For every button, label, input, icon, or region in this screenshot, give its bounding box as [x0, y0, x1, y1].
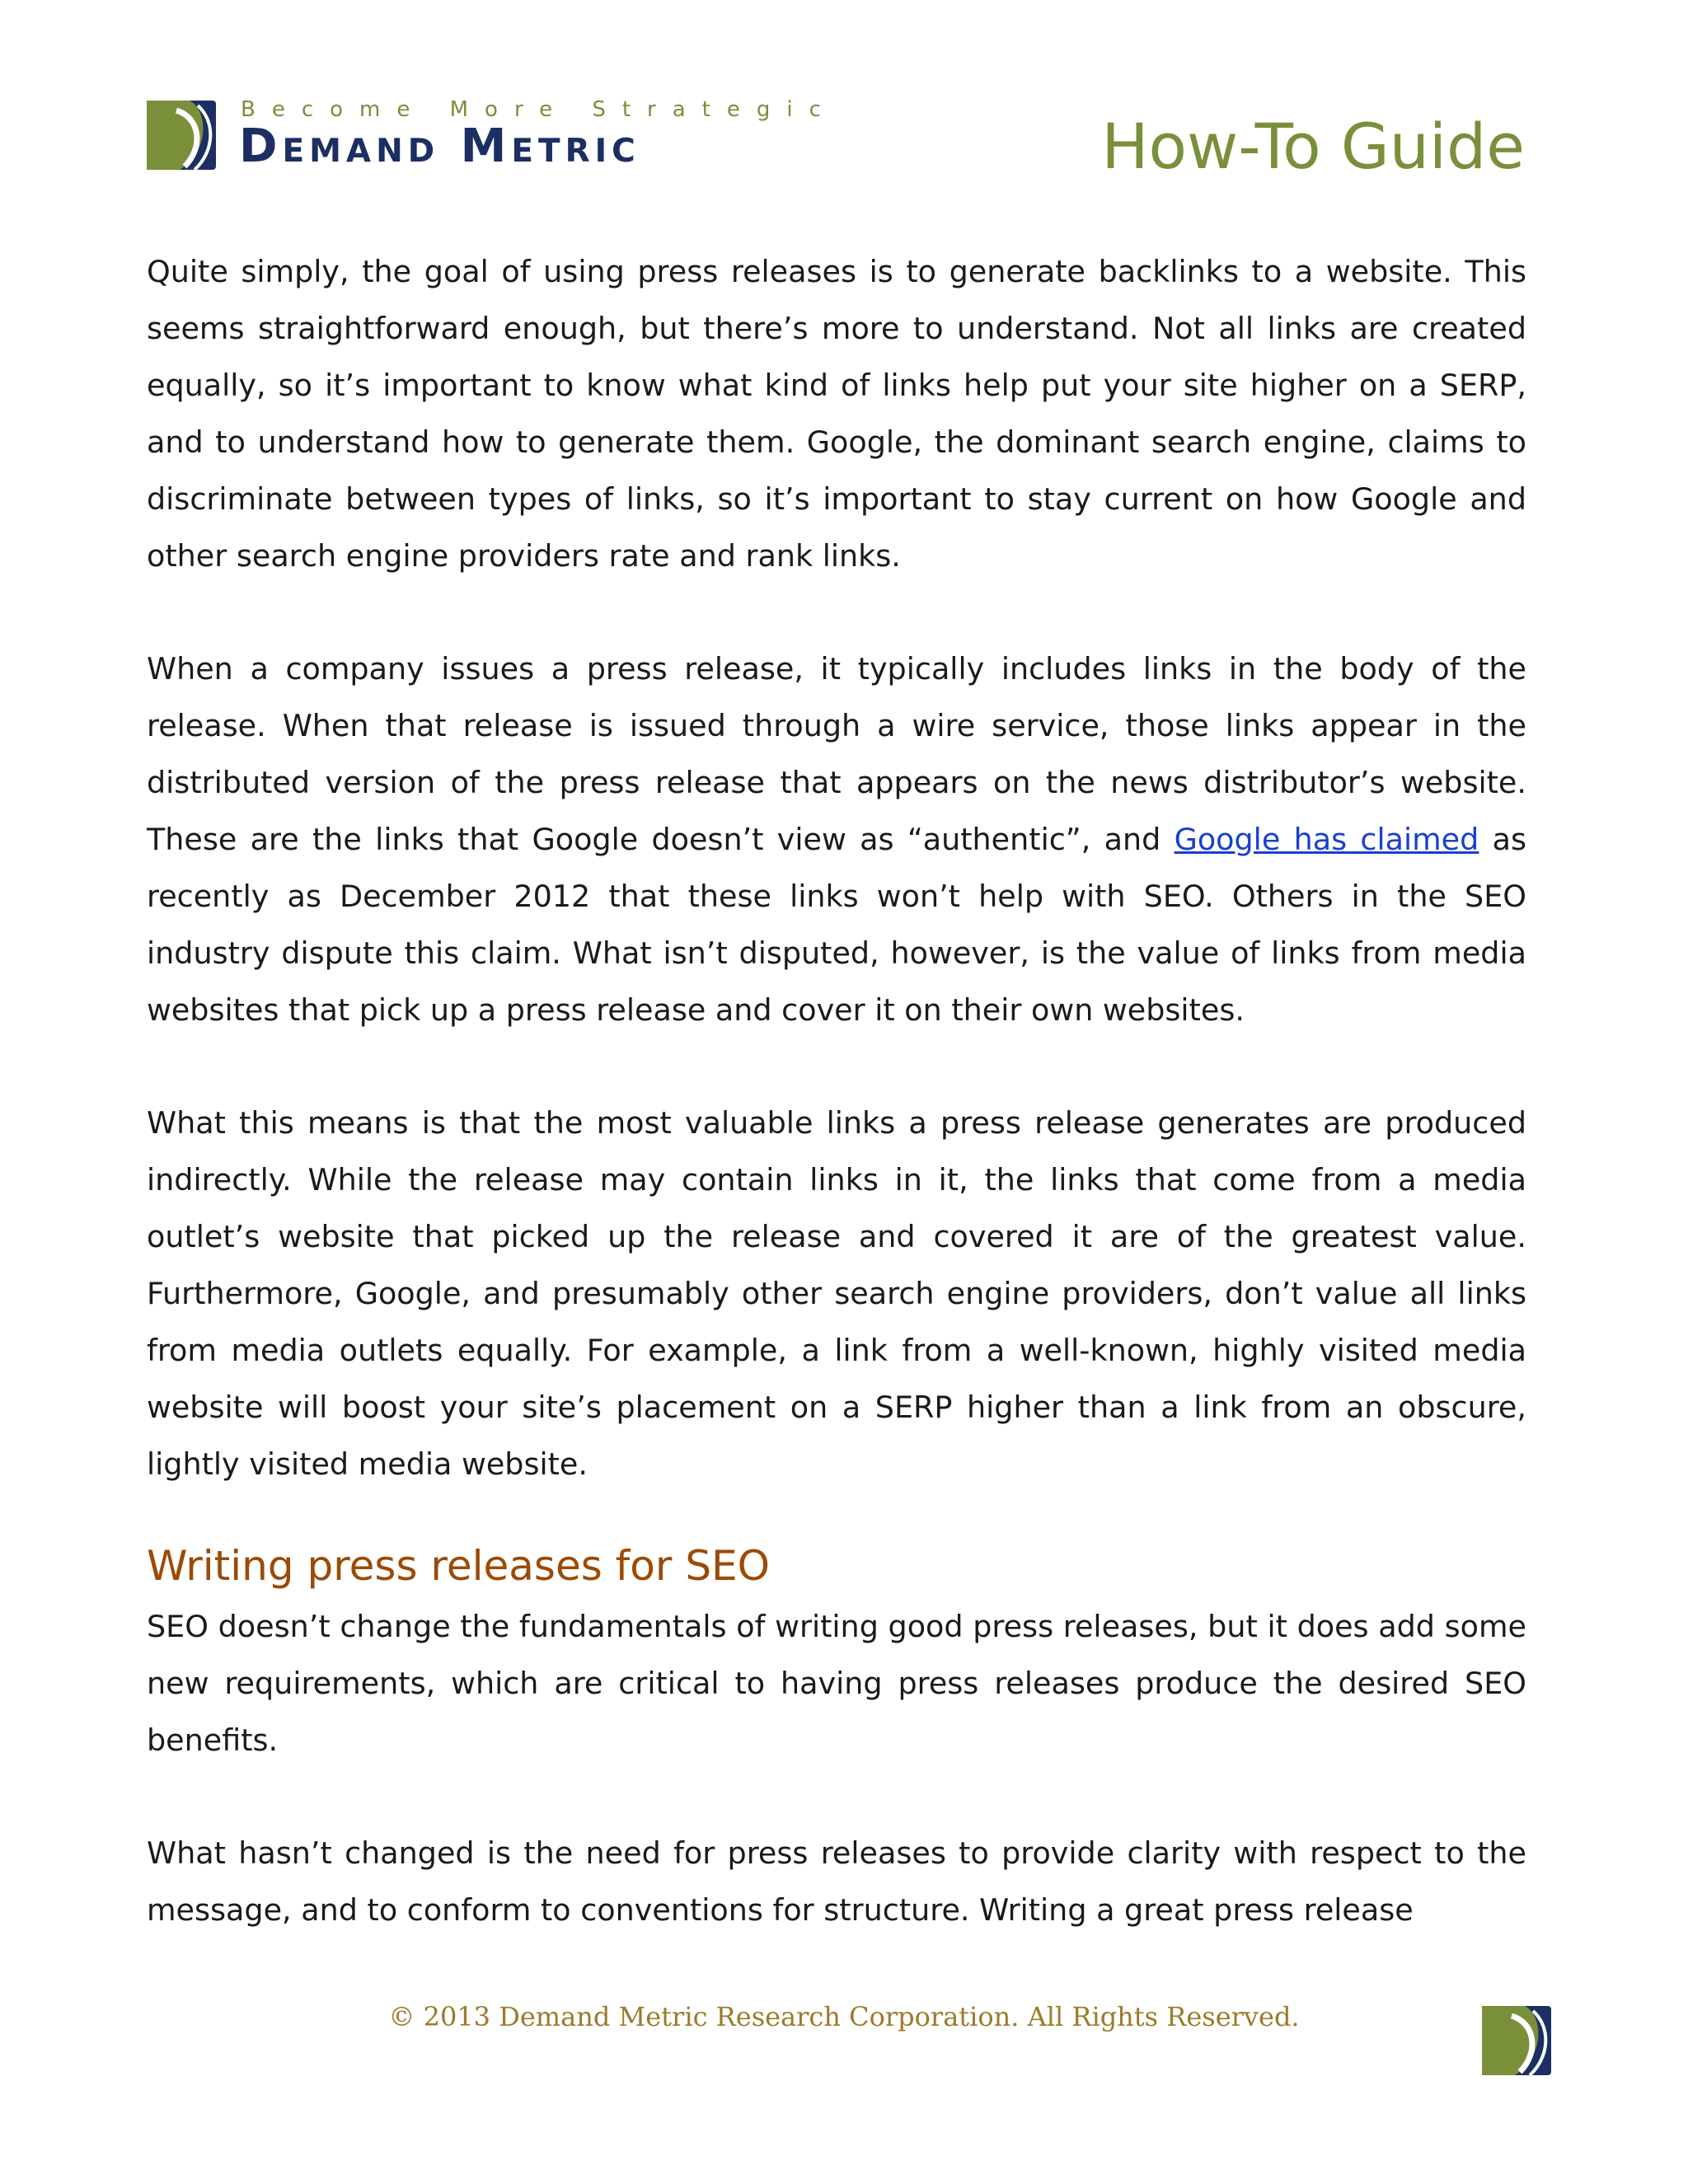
google-has-claimed-link[interactable]: Google has claimed [1174, 822, 1479, 857]
brand-name: Demand Metric [239, 120, 640, 173]
page-title: How-To Guide [1101, 110, 1525, 183]
demand-metric-logo-icon [147, 101, 216, 170]
paragraph-3: What this means is that the most valuable links a press release generates are produced indirectly. While the release may contain links in it, the links that come from a media outlet’s website that picked up the release and covered it are of the greatest value. Furthermore, Google, and presumably other search engine providers, don’t value all links from media outlets equally. For example, a link from a well-known, highly visited media website will boost your site’s placement on a SERP higher than a link from an obscure, lightly visited media website. [147, 1105, 1526, 1482]
paragraph-4: SEO doesn’t change the fundamentals of writing good press releases, but it does add some new requirements, which are critical to having press releases produce the desired SEO benefits. [147, 1609, 1526, 1758]
paragraph-1: Quite simply, the goal of using press releases is to generate backlinks to a website. This seems straightforward enough, but there’s more to understand. Not all links are created equally, so it’s important to know what kind of links help put your site higher on a SERP, and to understand how to generate them. Google, the dominant search engine, claims to discriminate between types of links, so it’s important to stay current on how Google and other search engine providers rate and rank links. [147, 254, 1526, 574]
section-heading: Writing press releases for SEO [147, 1542, 771, 1590]
paragraph-2-text-after: as recently as December 2012 that these links won’t help with SEO. Others in the SEO industry dispute this claim. What isn’t disputed, however, is the value of links from media websites that pick up a press release and cover it on their own websites. [147, 822, 1526, 1028]
brand-tagline: Become More Strategic [241, 97, 837, 122]
demand-metric-logo-icon [1482, 2006, 1551, 2075]
document-body [147, 243, 1526, 1994]
paragraph-2-text-before: When a company issues a press release, it typically includes links in the body of the release. When that release is issued through a wire service, those links appear in the distributed version of the press release that appears on the news distributor’s website. These are the links that Google doesn’t view as “authentic”, and [147, 651, 1526, 857]
paragraph-5: What hasn’t changed is the need for press releases to provide clarity with respect to the message, and to conform to conventions for structure. Writing a great press release [147, 1835, 1526, 1928]
footer-copyright: © 2013 Demand Metric Research Corporation. All Rights Reserved. [388, 2001, 1300, 2032]
paragraph-2 [147, 640, 1526, 1038]
